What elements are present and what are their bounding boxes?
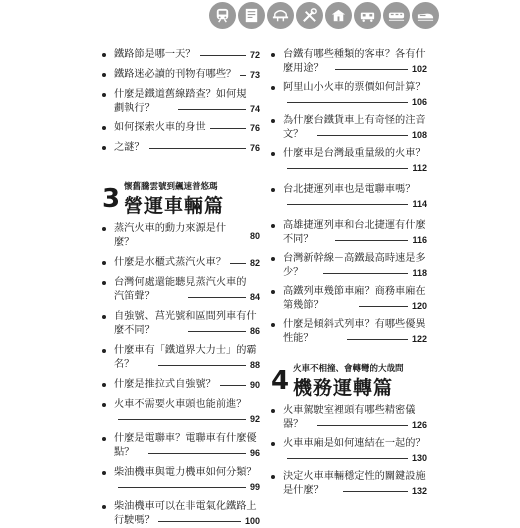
entry-page: 99 <box>249 482 260 492</box>
entry-page: 82 <box>249 258 260 268</box>
toc-entry[interactable] <box>100 256 260 270</box>
entry-title: 之謎？ <box>114 142 145 153</box>
entry-page: 130 <box>411 453 427 463</box>
header-icon-strip <box>209 2 439 29</box>
entry-title: 柴油機車可以在非電氣化鐵路上行駛嗎？ <box>114 501 257 526</box>
entry-title: 什麼是鐵道舊線踏查？如何規劃執行？ <box>114 89 247 114</box>
toc-entry[interactable] <box>269 219 427 247</box>
toc-entry[interactable] <box>100 378 260 392</box>
entry-title: 鐵路節是哪一天？ <box>114 49 196 60</box>
entry-title: 火車不需要火車頭也能前進？ <box>114 399 247 410</box>
entry-page: 86 <box>249 326 260 336</box>
right-column-section-4 <box>269 404 427 498</box>
entry-title: 台鐵有哪些種類的客車？各有什麼用途？ <box>283 49 426 74</box>
entry-page: 122 <box>411 334 427 344</box>
toc-entry[interactable] <box>269 437 427 465</box>
left-column <box>100 48 260 155</box>
toc-entry[interactable] <box>269 470 427 498</box>
toc-entry[interactable] <box>100 222 260 250</box>
entry-title: 什麼是傾斜式列車？有哪些優異性能？ <box>283 319 426 344</box>
entry-page: 74 <box>249 104 260 114</box>
toc-entry[interactable] <box>100 344 260 372</box>
toc-entry[interactable] <box>100 398 260 426</box>
entry-title: 柴油機車與電力機車如何分類？ <box>114 467 257 478</box>
section-subtitle: 火車不相撞、會轉彎的大哉問 <box>293 364 404 374</box>
entry-title: 台北捷運列車也是電聯車嗎？ <box>283 184 416 195</box>
section-3-heading <box>102 180 262 217</box>
entry-title: 高雄捷運列車和台北捷運有什麼不同？ <box>283 220 426 245</box>
entry-title: 台灣何處還能聽見蒸汽火車的汽笛聲？ <box>114 277 247 302</box>
toc-entry[interactable] <box>269 183 427 211</box>
toc-entry[interactable] <box>100 68 260 82</box>
toc-entry[interactable] <box>100 121 260 135</box>
entry-title: 如何探索火車的身世 <box>114 122 206 133</box>
entry-title: 蒸汽火車的動力來源是什麼？ <box>114 223 227 248</box>
toc-entry[interactable] <box>269 147 427 175</box>
entry-page: 120 <box>411 301 427 311</box>
toc-entry[interactable] <box>100 310 260 338</box>
entry-page: 100 <box>244 516 260 526</box>
section-title: 營運車輛篇 <box>124 195 225 217</box>
section-4-heading <box>271 362 431 399</box>
section-subtitle: 懷舊騰雲號到飆速普悠瑪 <box>124 182 218 192</box>
section-number: 3 <box>102 184 121 214</box>
entry-page: 76 <box>249 123 260 133</box>
entry-title: 阿里山小火車的票價如何計算？ <box>283 82 426 93</box>
toc-entry[interactable] <box>100 141 260 155</box>
toc-entry[interactable] <box>269 48 427 76</box>
ticket-icon <box>238 2 265 29</box>
entry-page: 90 <box>249 380 260 390</box>
station-icon <box>325 2 352 29</box>
entry-page: 84 <box>249 292 260 302</box>
entry-page: 96 <box>249 448 260 458</box>
entry-page: 116 <box>412 235 427 245</box>
toc-entry[interactable] <box>100 432 260 460</box>
entry-page: 114 <box>412 199 427 209</box>
section-number: 4 <box>271 366 290 396</box>
tools-icon <box>296 2 323 29</box>
toc-entry[interactable] <box>269 318 427 346</box>
toc-entry[interactable] <box>100 466 260 494</box>
toc-entry[interactable] <box>100 500 260 528</box>
toc-entry[interactable] <box>100 276 260 304</box>
entry-title: 什麼是電聯車？電聯車有什麼優點？ <box>114 433 257 458</box>
entry-title: 決定火車車輛穩定性的關鍵設施是什麼？ <box>283 471 426 496</box>
section-title: 機務運轉篇 <box>293 377 394 399</box>
entry-page: 72 <box>249 50 260 60</box>
entry-page: 108 <box>411 130 427 140</box>
entry-page: 76 <box>249 143 260 153</box>
right-column <box>269 48 427 346</box>
toc-entry[interactable] <box>269 114 427 142</box>
toc-entry[interactable] <box>269 252 427 280</box>
entry-title: 火車駕駛室裡頭有哪些精密儀器？ <box>283 405 416 430</box>
toc-entry[interactable] <box>100 88 260 116</box>
entry-page: 80 <box>249 231 260 241</box>
entry-title: 鐵路迷必讀的刊物有哪些？ <box>114 69 237 80</box>
entry-page: 73 <box>249 70 260 80</box>
entry-page: 92 <box>249 414 260 424</box>
toc-entry[interactable] <box>100 48 260 62</box>
entry-title: 為什麼台鐵貨車上有奇怪的注音文？ <box>283 115 426 140</box>
entry-title: 什麼車是台灣最重量級的火車？ <box>283 148 426 159</box>
entry-page: 132 <box>411 486 427 496</box>
entry-title: 什麼車有「鐵道界大力士」的霸名？ <box>114 345 257 370</box>
toc-entry[interactable] <box>269 285 427 313</box>
entry-title: 什麼是推拉式自強號？ <box>114 379 216 390</box>
entry-title: 台灣新幹線－高鐵最高時速是多少？ <box>283 253 426 278</box>
left-column-section-3 <box>100 222 260 528</box>
entry-page: 88 <box>249 360 260 370</box>
bridge-icon <box>267 2 294 29</box>
entry-title: 自強號、莒光號和區間列車有什麼不同？ <box>114 311 257 336</box>
toc-entry[interactable] <box>269 404 427 432</box>
entry-title: 高鐵列車幾節車廂？商務車廂在第幾節？ <box>283 286 426 311</box>
toc-entry[interactable] <box>269 81 427 109</box>
entry-page: 112 <box>412 163 427 173</box>
entry-title: 什麼是水櫃式蒸汽火車？ <box>114 257 227 268</box>
subway-icon <box>383 2 410 29</box>
train-icon <box>209 2 236 29</box>
entry-page: 126 <box>411 420 427 430</box>
entry-page: 118 <box>412 268 427 278</box>
entry-page: 106 <box>411 97 427 107</box>
entry-title: 火車車廂是如何連結在一起的？ <box>283 438 426 449</box>
locomotive-icon <box>354 2 381 29</box>
high-speed-train-icon <box>412 2 439 29</box>
entry-page: 102 <box>411 64 427 74</box>
